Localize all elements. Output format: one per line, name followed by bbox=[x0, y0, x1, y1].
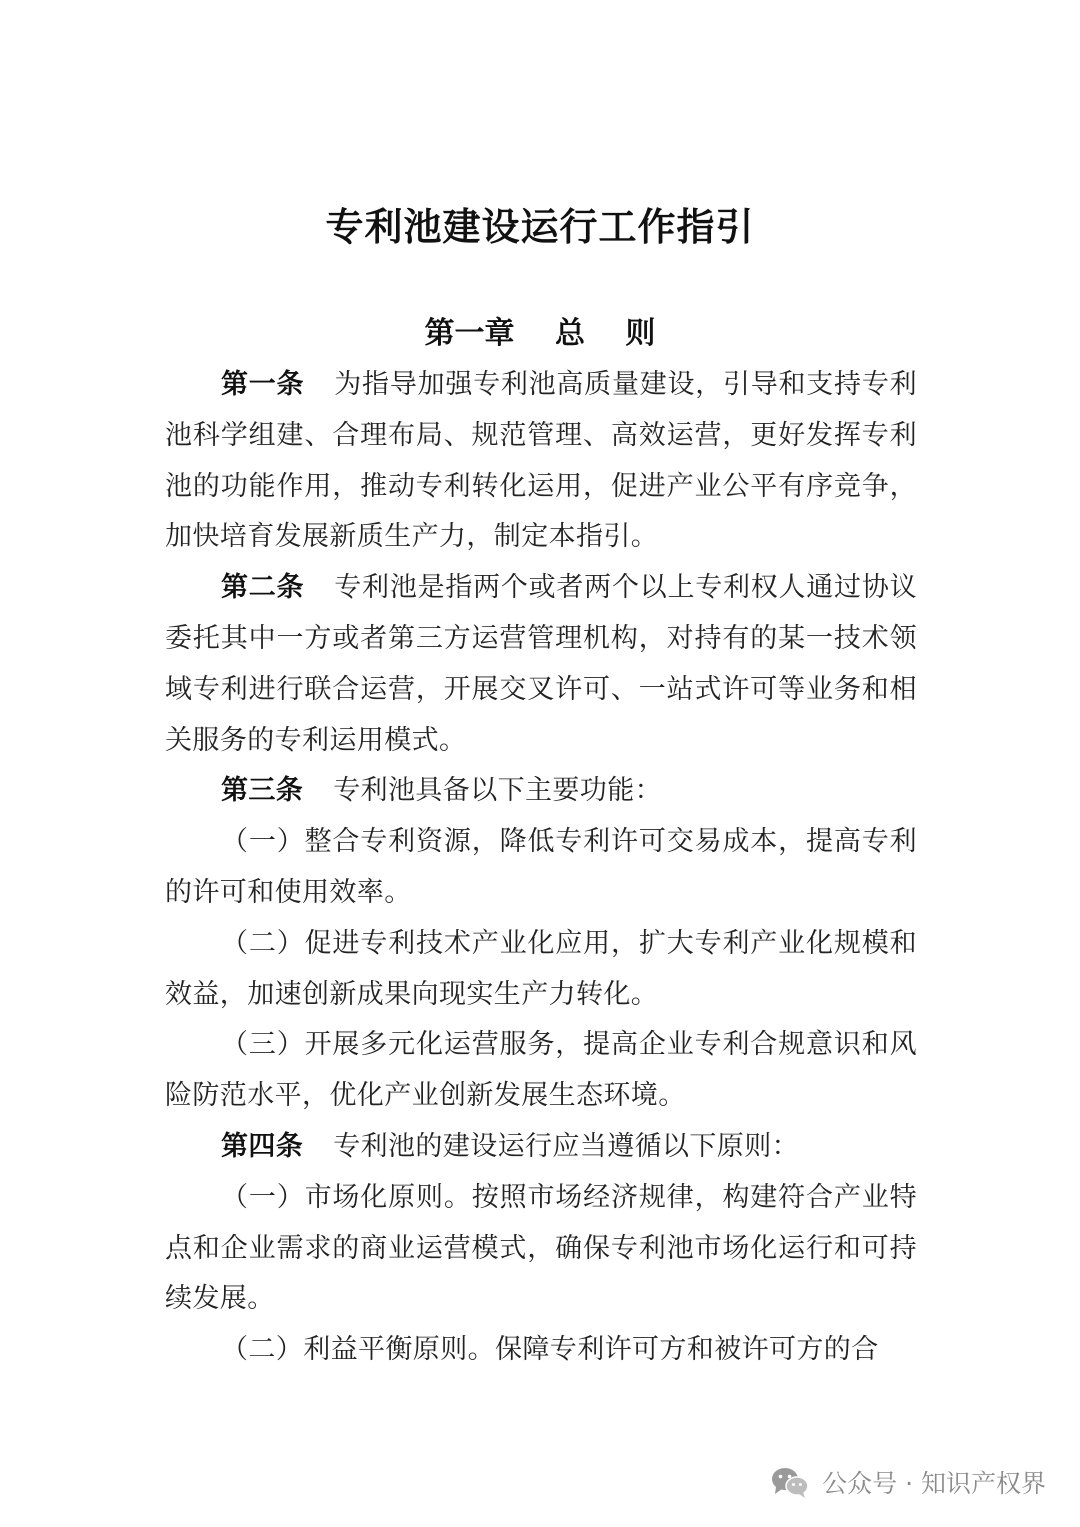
article-label: 第二条 bbox=[221, 572, 305, 604]
chapter-title: 第一章 总 则 bbox=[424, 316, 656, 351]
article-text: 为指导加强专利池高质量建设，引导和支持专利池科学组建、合理布局、规范管理、高效运营，更好发挥专利池的功能作用，推动专利转化运用，促进产业公平有序竞争，加快培育发展新质生产力，制定本指引。 bbox=[165, 369, 917, 553]
article-4-item-1: （一）市场化原则。按照市场经济规律，构建符合产业特点和企业需求的商业运营模式，确保专利池市场化运行和可持续发展。 bbox=[165, 1181, 917, 1315]
article-label: 第一条 bbox=[221, 369, 305, 400]
article-text: 专利池是指两个或者两个以上专利权人通过协议委托其中一方或者第三方运营管理机构，对持有的某一技术领域专利进行联合运营，开展交叉许可、一站式许可等业务和相关服务的专利运用模式。 bbox=[165, 572, 917, 756]
wechat-icon bbox=[770, 1465, 810, 1499]
document-body bbox=[165, 360, 917, 1376]
article-3 bbox=[165, 766, 917, 817]
document-title: 专利池建设运行工作指引 bbox=[325, 205, 755, 249]
article-1 bbox=[165, 360, 917, 563]
article-label: 第四条 bbox=[221, 1130, 304, 1162]
watermark-text: 公众号 · 知识产权界 bbox=[822, 1469, 1046, 1498]
article-3-item-3: （三）开展多元化运营服务，提高企业专利合规意识和风险防范水平，优化产业创新发展生态环境。 bbox=[165, 1029, 917, 1112]
article-4 bbox=[165, 1122, 917, 1173]
article-3-item-2: （二）促进专利技术产业化应用，扩大专利产业化规模和效益，加速创新成果向现实生产力转化。 bbox=[165, 927, 917, 1010]
watermark bbox=[770, 1462, 1046, 1502]
article-3-item-1: （一）整合专利资源，降低专利许可交易成本，提高专利的许可和使用效率。 bbox=[165, 826, 917, 908]
article-label: 第三条 bbox=[221, 775, 304, 807]
article-text: 专利池的建设运行应当遵循以下原则： bbox=[333, 1130, 800, 1162]
article-4-item-2: （二）利益平衡原则。保障专利许可方和被许可方的合 bbox=[221, 1334, 879, 1366]
article-text: 专利池具备以下主要功能： bbox=[333, 775, 663, 807]
article-2 bbox=[165, 563, 917, 766]
